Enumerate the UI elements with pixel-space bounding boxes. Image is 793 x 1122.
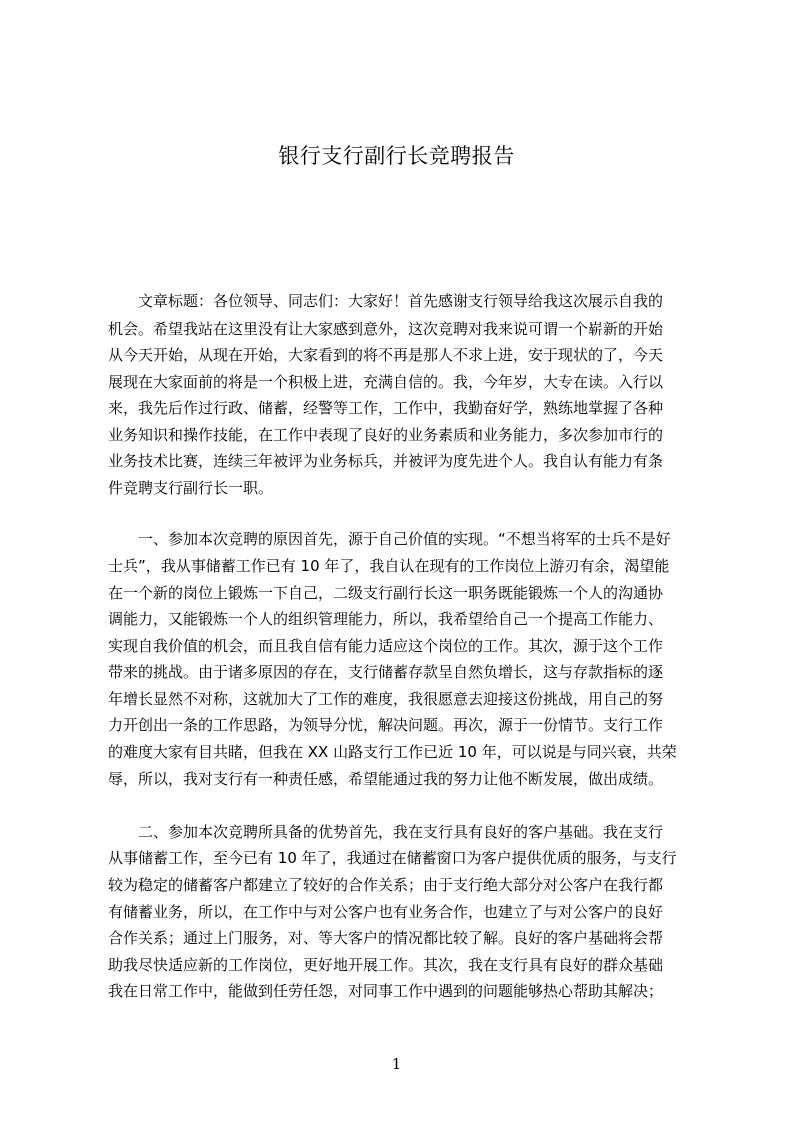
text-line: 业务知识和操作技能，在工作中表现了良好的业务素质和业务能力，多次参加市行的 xyxy=(108,426,664,444)
text-line: 助我尽快适应新的工作岗位，更好地开展工作。其次，我在支行具有良好的群众基础 xyxy=(108,956,664,974)
text-line: 在一个新的岗位上锻炼一下自己，二级支行副行长这一职务既能锻炼一个人的沟通协 xyxy=(108,584,664,602)
text-line: 合作关系；通过上门服务，对、等大客户的情况都比较了解。良好的客户基础将会帮 xyxy=(108,929,664,947)
text-line: 从今天开始，从现在开始，大家看到的将不再是那人不求上进，安于现状的了，今天 xyxy=(108,346,664,364)
text-line: 一、参加本次竞聘的原因首先，源于自己价值的实现。“不想当将军的士兵不是好 xyxy=(138,530,671,548)
text-line: 较为稳定的储蓄客户都建立了较好的合作关系；由于支行绝大部分对公客户在我行都 xyxy=(108,876,664,894)
text-line: 有储蓄业务，所以，在工作中与对公客户也有业务合作，也建立了与对公客户的良好 xyxy=(108,903,664,921)
text-line: 展现在大家面前的将是一个积极上进，充满自信的。我，今年岁，大专在读。入行以 xyxy=(108,373,664,391)
text-line: 力开创出一条的工作思路，为领导分忧，解决问题。再次，源于一份情节。支行工作 xyxy=(108,716,664,734)
document-title: 银行支行副行长竞聘报告 xyxy=(278,144,515,168)
page-number: 1 xyxy=(391,1055,402,1073)
text-line: 业务技术比赛，连续三年被评为业务标兵，并被评为度先进个人。我自认有能力有条 xyxy=(108,452,664,470)
text-line: 年增长显然不对称，这就加大了工作的难度，我很愿意去迎接这份挑战，用自己的努 xyxy=(108,690,664,708)
text-line: 从事储蓄工作，至今已有 10 年了，我通过在储蓄窗口为客户提供优质的服务，与支行 xyxy=(108,849,677,867)
text-line: 文章标题：各位领导、同志们：大家好！首先感谢支行领导给我这次展示自我的 xyxy=(138,292,664,310)
text-line: 的难度大家有目共睹，但我在 XX 山路支行工作已近 10 年，可以说是与同兴衰，共荣 xyxy=(108,743,677,761)
text-line: 二、参加本次竞聘所具备的优势首先，我在支行具有良好的客户基础。我在支行 xyxy=(138,823,664,841)
text-line: 士兵”，我从事储蓄工作已有 10 年了，我自认在现有的工作岗位上游刃有余，渴望能 xyxy=(108,557,670,575)
text-line: 带来的挑战。由于诸多原因的存在，支行储蓄存款呈自然负增长，这与存款指标的逐 xyxy=(108,663,664,681)
text-line: 来，我先后作过行政、储蓄，经警等工作，工作中，我勤奋好学，熟练地掌握了各种 xyxy=(108,399,664,417)
text-line: 机会。希望我站在这里没有让大家感到意外，这次竞聘对我来说可谓一个崭新的开始 xyxy=(108,320,664,338)
text-line: 我在日常工作中，能做到任劳任怨，对同事工作中遇到的问题能够热心帮助其解决； xyxy=(108,982,664,1000)
text-line: 调能力，又能锻炼一个人的组织管理能力，所以，我希望给自己一个提高工作能力、 xyxy=(108,610,664,628)
text-line: 件竞聘支行副行长一职。 xyxy=(108,479,274,497)
text-line: 辱，所以，我对支行有一种责任感，希望能通过我的努力让他不断发展，做出成绩。 xyxy=(108,770,664,788)
text-line: 实现自我价值的机会，而且我自信有能力适应这个岗位的工作。其次，源于这个工作 xyxy=(108,637,664,655)
